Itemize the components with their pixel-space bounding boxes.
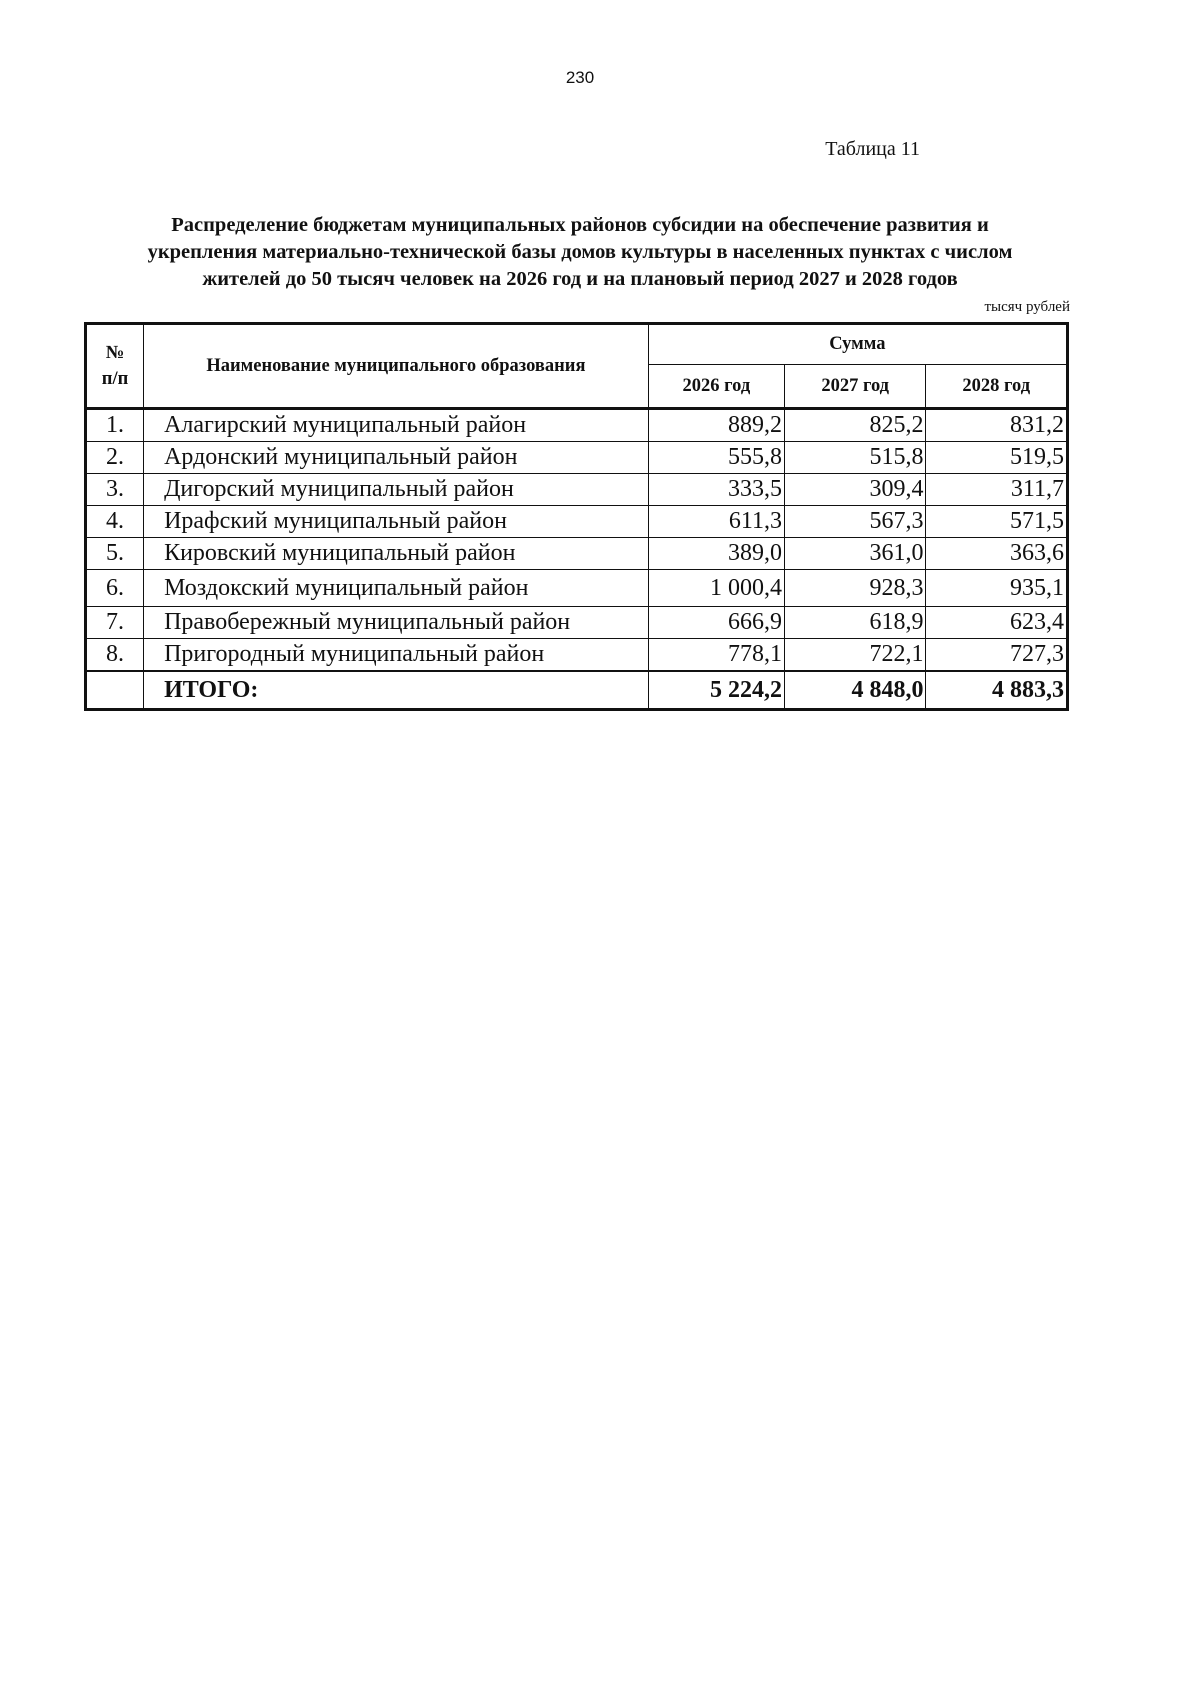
header-municipality-name: Наименование муниципального образования (144, 324, 649, 409)
row-value-2028: 571,5 (926, 506, 1068, 538)
row-value-2027: 567,3 (784, 506, 925, 538)
row-municipality: Кировский муниципальный район (144, 538, 649, 570)
total-row (86, 671, 1068, 710)
title-line: укрепления материально-технической базы домов культуры в населенных пунктах с числом (147, 241, 1013, 263)
total-index-empty (86, 671, 144, 710)
row-index: 6. (86, 570, 144, 607)
table-row (86, 474, 1068, 506)
header-year-2027: 2027 год (784, 365, 925, 409)
row-municipality: Ардонский муниципальный район (144, 442, 649, 474)
title-line: Распределение бюджетам муниципальных районов субсидии на обеспечение развития и (171, 214, 989, 236)
row-index: 4. (86, 506, 144, 538)
row-value-2026: 389,0 (648, 538, 784, 570)
page-number: 230 (565, 68, 595, 87)
row-value-2027: 309,4 (784, 474, 925, 506)
header-pp: п/п (101, 369, 129, 389)
row-index: 7. (86, 607, 144, 639)
header-year-2028: 2028 год (926, 365, 1068, 409)
row-value-2026: 778,1 (648, 639, 784, 672)
row-index: 2. (86, 442, 144, 474)
total-label: ИТОГО: (144, 671, 649, 710)
row-value-2027: 515,8 (784, 442, 925, 474)
total-value-2027: 4 848,0 (784, 671, 925, 710)
row-value-2027: 825,2 (784, 409, 925, 442)
row-value-2028: 831,2 (926, 409, 1068, 442)
table-row (86, 538, 1068, 570)
row-value-2027: 618,9 (784, 607, 925, 639)
header-sum: Сумма (648, 324, 1067, 365)
row-value-2026: 611,3 (648, 506, 784, 538)
row-index: 5. (86, 538, 144, 570)
row-value-2026: 333,5 (648, 474, 784, 506)
table-row (86, 442, 1068, 474)
table-row (86, 570, 1068, 607)
header-year-2026: 2026 год (648, 365, 784, 409)
row-value-2028: 935,1 (926, 570, 1068, 607)
row-municipality: Дигорский муниципальный район (144, 474, 649, 506)
row-value-2026: 1 000,4 (648, 570, 784, 607)
total-value-2028: 4 883,3 (926, 671, 1068, 710)
row-municipality: Алагирский муниципальный район (144, 409, 649, 442)
row-value-2026: 889,2 (648, 409, 784, 442)
table-row (86, 409, 1068, 442)
table-row (86, 607, 1068, 639)
row-value-2028: 311,7 (926, 474, 1068, 506)
row-value-2027: 361,0 (784, 538, 925, 570)
header-row-number (86, 324, 144, 409)
row-value-2026: 666,9 (648, 607, 784, 639)
row-value-2027: 722,1 (784, 639, 925, 672)
row-index: 3. (86, 474, 144, 506)
row-value-2028: 623,4 (926, 607, 1068, 639)
table-row (86, 506, 1068, 538)
header-number-sign: № (105, 343, 125, 363)
row-index: 1. (86, 409, 144, 442)
subsidy-distribution-table (84, 322, 1069, 711)
row-index: 8. (86, 639, 144, 672)
table-row (86, 639, 1068, 672)
row-municipality: Пригородный муниципальный район (144, 639, 649, 672)
row-municipality: Ирафский муниципальный район (144, 506, 649, 538)
title-line: жителей до 50 тысяч человек на 2026 год и на плановый период 2027 и 2028 годов (202, 268, 958, 290)
row-value-2028: 727,3 (926, 639, 1068, 672)
row-value-2028: 363,6 (926, 538, 1068, 570)
units-label: тысяч рублей (984, 299, 1070, 315)
row-value-2027: 928,3 (784, 570, 925, 607)
total-value-2026: 5 224,2 (648, 671, 784, 710)
row-value-2026: 555,8 (648, 442, 784, 474)
table-label: Таблица 11 (825, 138, 920, 160)
row-municipality: Правобережный муниципальный район (144, 607, 649, 639)
row-municipality: Моздокский муниципальный район (144, 570, 649, 607)
document-title (85, 212, 1075, 293)
row-value-2028: 519,5 (926, 442, 1068, 474)
